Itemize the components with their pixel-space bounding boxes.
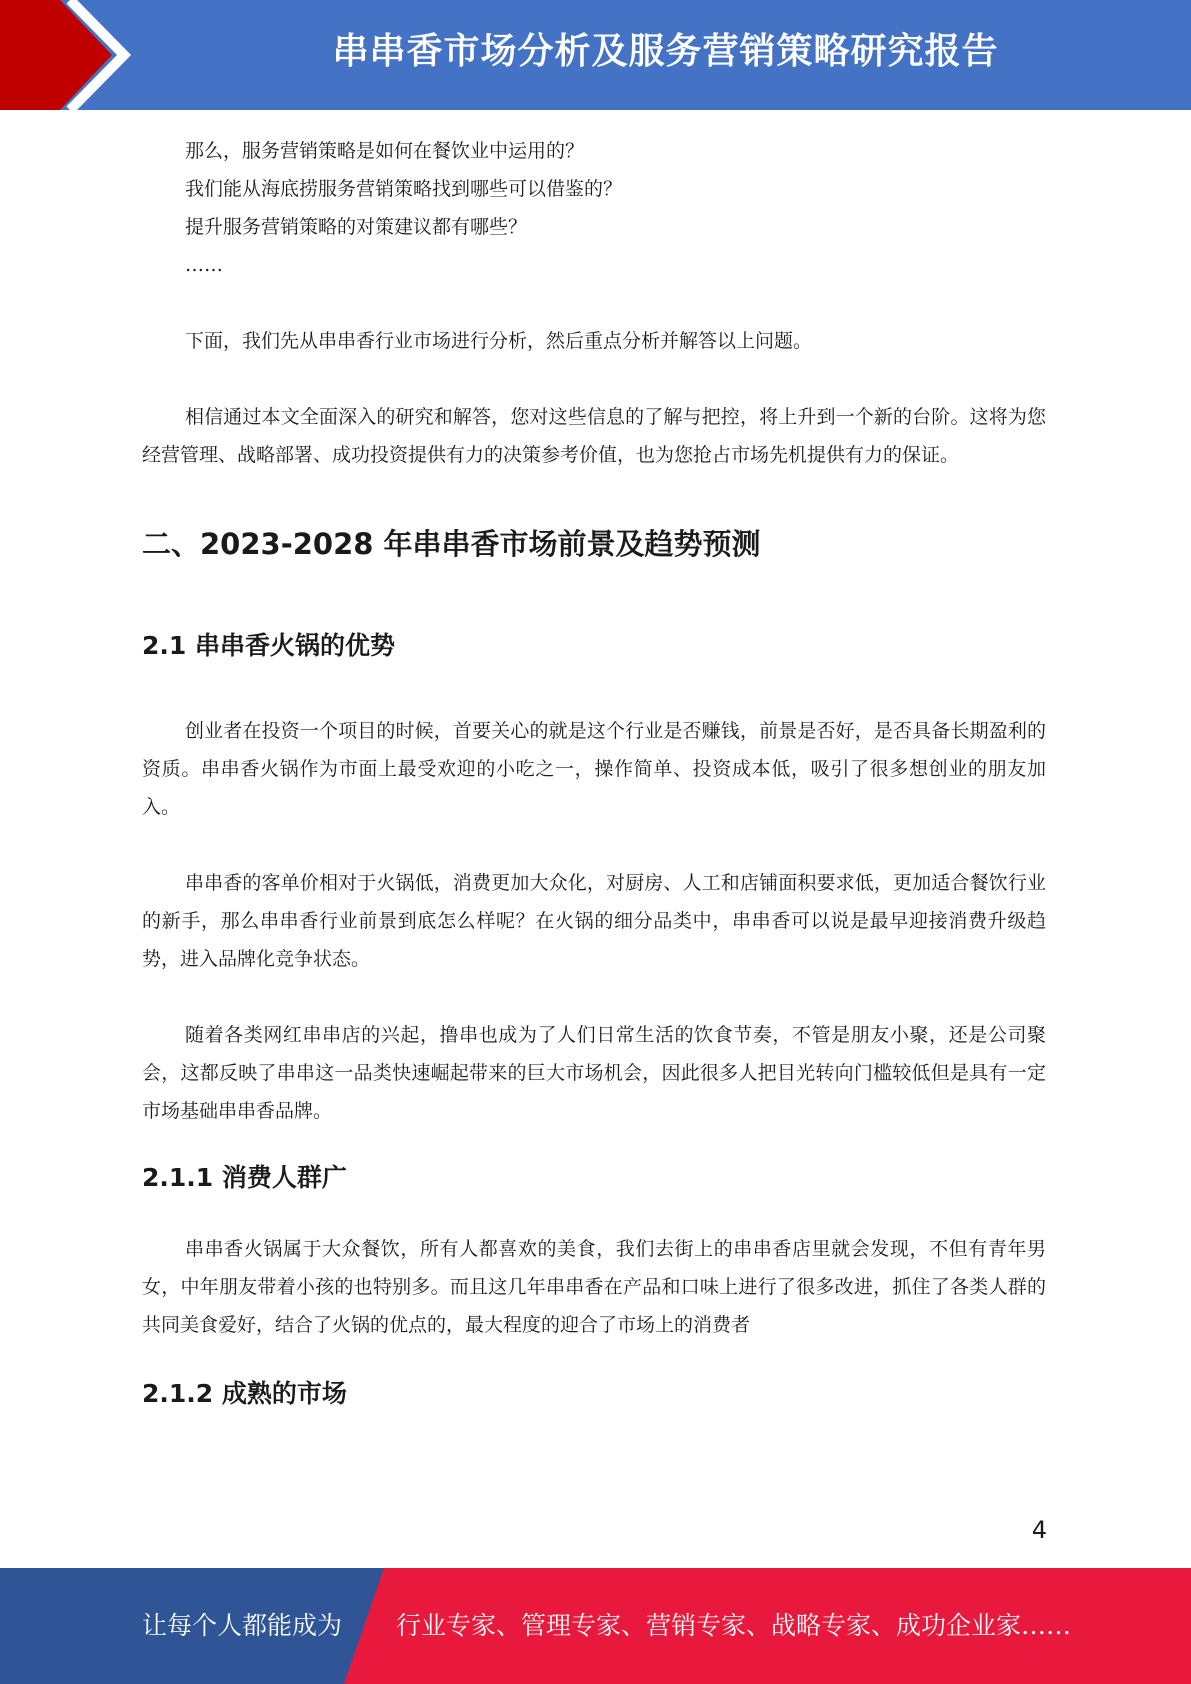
body-paragraph: 串串香的客单价相对于火锅低，消费更加大众化，对厨房、人工和店铺面积要求低，更加适合餐饮行业的新手，那么串串香行业前景到底怎么样呢？在火锅的细分品类中，串串香可以说是最早迎接消费升级趋势，进入品牌化竞争状态。: [142, 872, 1046, 970]
subsection-heading: 2.1.2 成熟的市场: [142, 1379, 347, 1408]
subsection-heading: 2.1.1 消费人群广: [142, 1163, 347, 1192]
header-red-chevron: [0, 0, 112, 110]
page-footer: [0, 1568, 1191, 1684]
footer-slogan-left: 让每个人都能成为: [142, 1611, 343, 1640]
body-paragraph: 随着各类网红串串店的兴起，撸串也成为了人们日常生活的饮食节奏，不管是朋友小聚，还是公司聚会，这都反映了串串这一品类快速崛起带来的巨大市场机会，因此很多人把目光转向门槛较低但是具有一定市场基础串串香品牌。: [142, 1024, 1046, 1122]
header-chevron-decoration: [0, 0, 160, 110]
body-paragraph: 创业者在投资一个项目的时候，首要关心的就是这个行业是否赚钱，前景是否好，是否具备长期盈利的资质。串串香火锅作为市面上最受欢迎的小吃之一，操作简单、投资成本低，吸引了很多想创业的朋友加入。: [142, 720, 1046, 818]
report-title: 串串香市场分析及服务营销策略研究报告: [332, 31, 999, 72]
intro-paragraph: 相信通过本文全面深入的研究和解答，您对这些信息的了解与把控，将上升到一个新的台阶。这将为您经营管理、战略部署、成功投资提供有力的决策参考价值，也为您抢占市场先机提供有力的保证。: [142, 406, 1046, 466]
page-number: 4: [1031, 1516, 1047, 1544]
question-line: 那么，服务营销策略是如何在餐饮业中运用的？: [185, 140, 585, 162]
body-paragraph: 串串香火锅属于大众餐饮，所有人都喜欢的美食，我们去街上的串串香店里就会发现，不但有青年男女，中年朋友带着小孩的也特别多。而且这几年串串香在产品和口味上进行了很多改进，抓住了各类人群的共同美食爱好，结合了火锅的优点的，最大程度的迎合了市场上的消费者: [142, 1238, 1046, 1336]
footer-slogan-right: 行业专家、管理专家、营销专家、战略专家、成功企业家……: [396, 1611, 1072, 1640]
section-heading: 二、2023-2028 年串串香市场前景及趋势预测: [142, 527, 761, 561]
page-header: [0, 0, 1191, 110]
ellipsis-line: ……: [185, 254, 223, 276]
question-line: 我们能从海底捞服务营销策略找到哪些可以借鉴的？: [185, 178, 623, 200]
subsection-heading: 2.1 串串香火锅的优势: [142, 631, 395, 660]
page-content: [142, 132, 1046, 1412]
question-line: 提升服务营销策略的对策建议都有哪些？: [185, 216, 528, 238]
intro-paragraph: 下面，我们先从串串香行业市场进行分析，然后重点分析并解答以上问题。: [185, 330, 813, 352]
